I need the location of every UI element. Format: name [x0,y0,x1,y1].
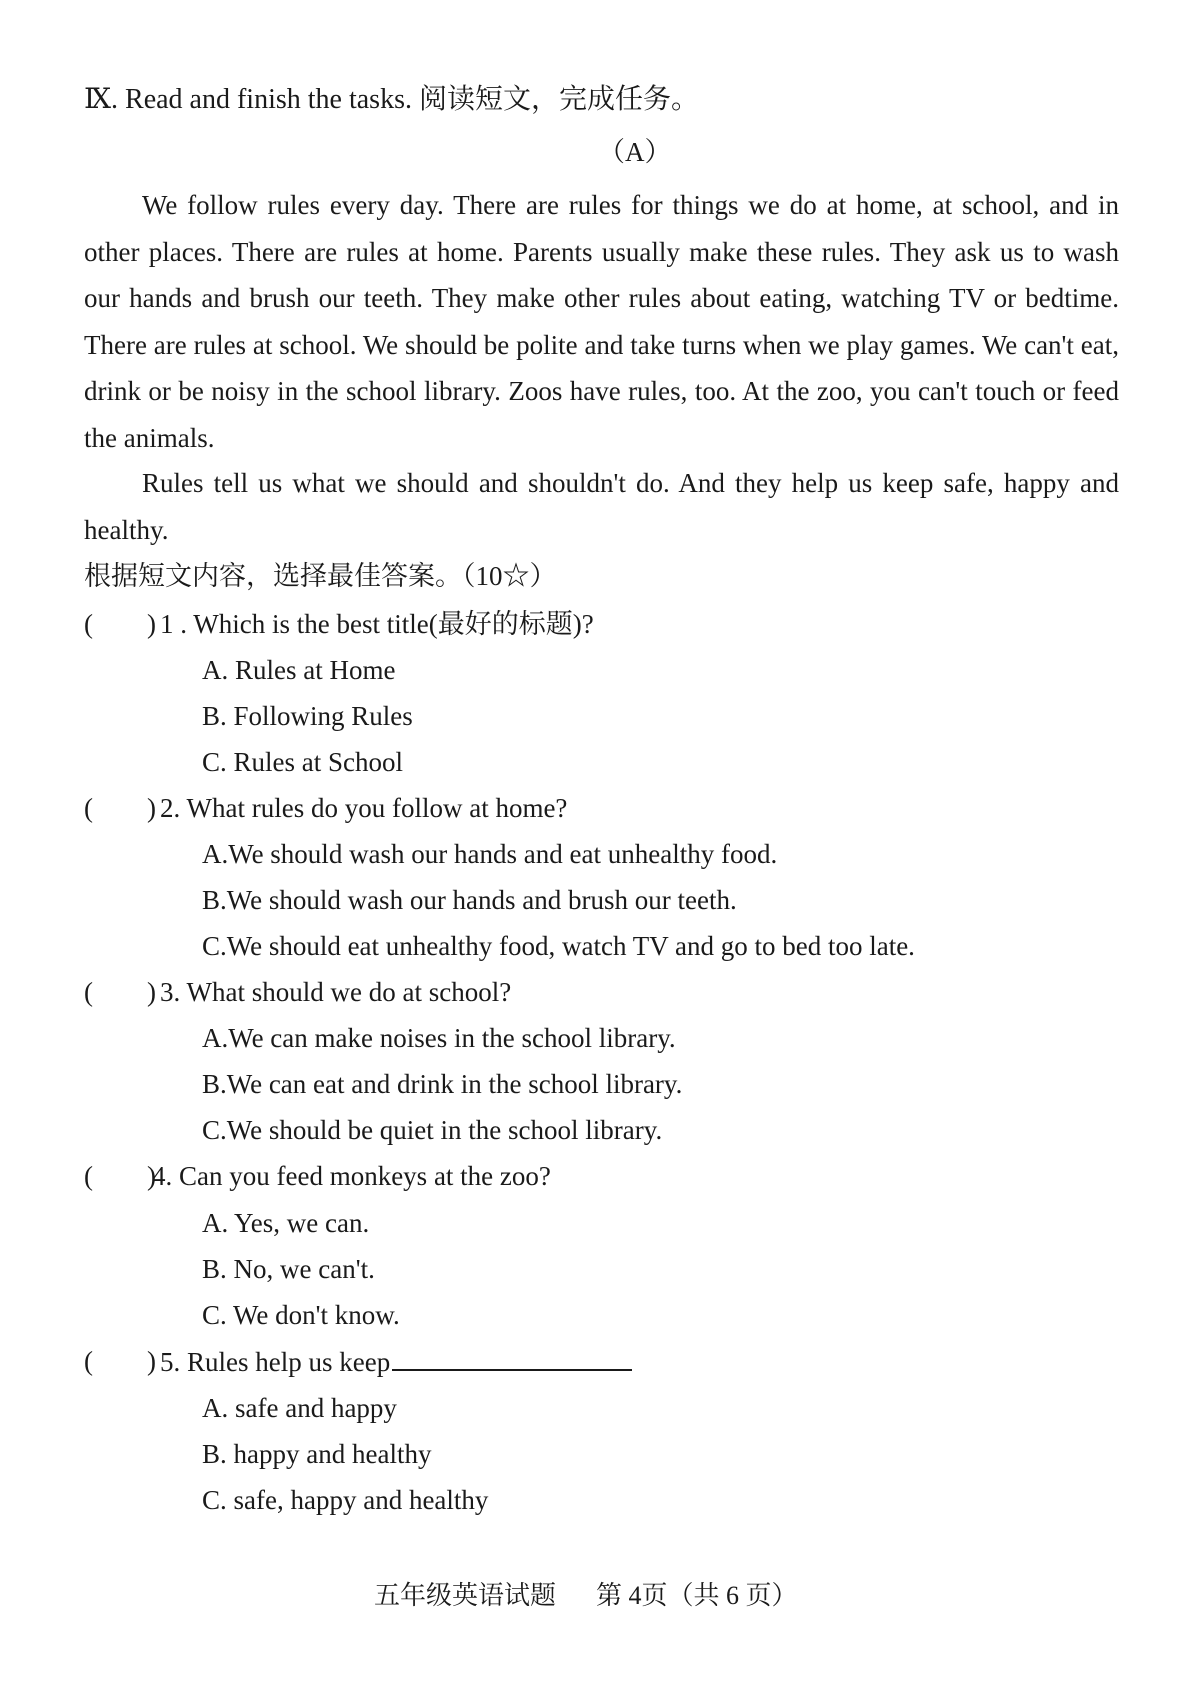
question-3-text: 3. What should we do at school? [160,977,512,1007]
question-2-option-a: A.We should wash our hands and eat unhealthy food. [202,839,778,869]
answer-paren[interactable]: ( ) [84,793,156,823]
question-5-option-b: B. happy and healthy [202,1439,432,1469]
section-title: Ⅸ. Read and finish the tasks. 阅读短文，完成任务。 [84,84,699,115]
answer-paren[interactable]: ( ) [84,609,156,639]
question-3-option-a: A.We can make noises in the school library. [202,1023,676,1053]
question-2-option-b: B.We should wash our hands and brush our teeth. [202,885,737,915]
passage-paragraph-2: Rules tell us what we should and shouldn't do. And they help us keep safe, happy and healthy. [84,468,1119,545]
footer-page-number: 第 4页（共 6 页） [596,1581,798,1610]
question-3-option-b: B.We can eat and drink in the school library. [202,1069,683,1099]
passage-label: （A） [598,137,672,167]
question-5-option-c: C. safe, happy and healthy [202,1485,489,1515]
question-1-option-a: A. Rules at Home [202,655,396,685]
question-4-option-c: C. We don't know. [202,1300,400,1330]
question-2-text: 2. What rules do you follow at home? [160,793,568,823]
answer-paren[interactable]: ( ) [84,977,156,1007]
answer-paren[interactable]: ( ) [84,1346,156,1376]
question-5-row [160,1345,632,1378]
question-instruction: 根据短文内容，选择最佳答案。（10☆） [84,561,557,591]
question-5-option-a: A. safe and happy [202,1393,397,1423]
footer-subject: 五年级英语试题 [374,1581,557,1610]
fill-in-blank[interactable] [392,1345,632,1371]
page-footer [374,1580,798,1612]
question-3-option-c: C.We should be quiet in the school library. [202,1115,663,1145]
question-1-text: 1 . Which is the best title(最好的标题)? [160,609,594,639]
answer-paren[interactable]: ( ) [84,1161,156,1191]
passage-paragraph-1: We follow rules every day. There are rules for things we do at home, at school, and in other places. There are rules at home. Parents usually make these rules. They ask us to wash our hands and brush our teeth. They make other rules about eating, watching TV or bedtime. There are rules at school. We should be polite and take turns when we play games. We can't eat, drink or be noisy in the school library. Zoos have rules, too. At the zoo, you can't touch or feed the animals. [84,190,1119,453]
question-4-option-a: A. Yes, we can. [202,1208,370,1238]
question-1-option-b: B. Following Rules [202,701,413,731]
question-4-option-b: B. No, we can't. [202,1254,375,1284]
question-1-option-c: C. Rules at School [202,747,403,777]
question-2-option-c: C.We should eat unhealthy food, watch TV and go to bed too late. [202,931,915,961]
question-4-text: 4. Can you feed monkeys at the zoo? [152,1161,551,1191]
question-5-text: 5. Rules help us keep [160,1347,391,1377]
